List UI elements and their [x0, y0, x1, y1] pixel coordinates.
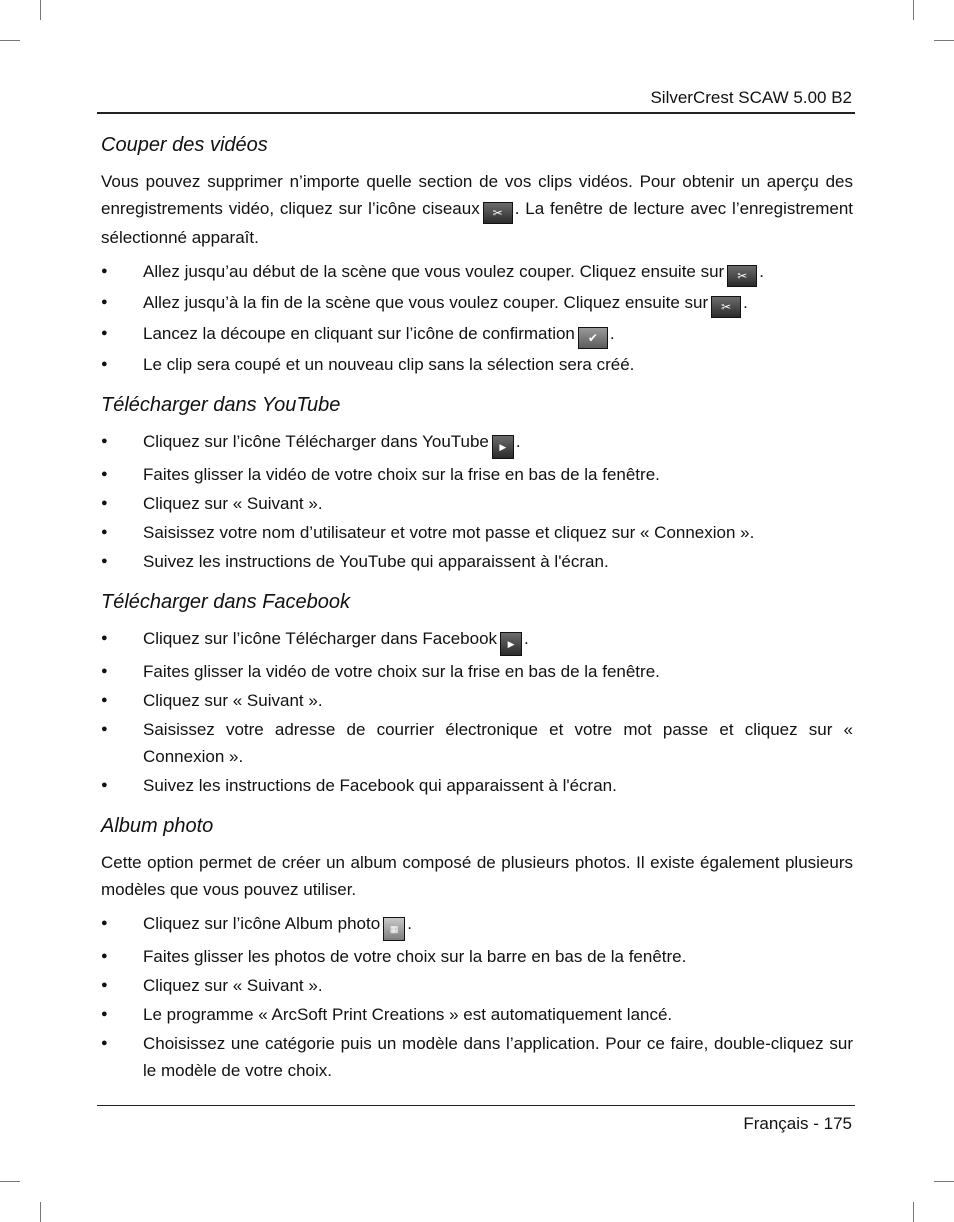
crop-mark	[934, 1181, 954, 1182]
list-item: ● Saisissez votre adresse de courrier électronique et votre mot passe et cliquez sur « Connexion ».	[101, 716, 853, 770]
list-item: ● Allez jusqu’à la fin de la scène que vous voulez couper. Cliquez ensuite sur ✂ .	[101, 289, 853, 318]
list-item: ● Choisissez une catégorie puis un modèle dans l’application. Pour ce faire, double-cliquez sur le modèle de votre choix.	[101, 1030, 853, 1084]
section-title-cut: Couper des vidéos	[101, 134, 268, 156]
scissors-icon: ✂	[483, 202, 513, 224]
list-item: ● Faites glisser les photos de votre choix sur la barre en bas de la fenêtre.	[101, 943, 853, 970]
list-item: ● Allez jusqu’au début de la scène que vous voulez couper. Cliquez ensuite sur ✂ .	[101, 258, 853, 287]
cut-intro: Vous pouvez supprimer n’importe quelle section de vos clips vidéos. Pour obtenir un aperçu des enregistrements vidéo, cliquez sur l’icône ciseaux ✂ . La fenêtre de lecture avec l’enregistrement sélectionné apparaît.	[101, 172, 853, 247]
album-intro: Cette option permet de créer un album composé de plusieurs photos. Il existe également plusieurs modèles que vous pouvez utiliser.	[101, 853, 853, 899]
crop-mark	[913, 1202, 914, 1222]
list-item: ● Saisissez votre nom d’utilisateur et votre mot passe et cliquez sur « Connexion ».	[101, 519, 853, 546]
page-number: Français - 175	[743, 1114, 852, 1133]
list-item: ● Le clip sera coupé et un nouveau clip sans la sélection sera créé.	[101, 351, 853, 378]
crop-mark	[40, 1202, 41, 1222]
list-item: ● Faites glisser la vidéo de votre choix sur la frise en bas de la fenêtre.	[101, 461, 853, 488]
youtube-list	[101, 428, 853, 575]
list-item: ● Suivez les instructions de YouTube qui apparaissent à l'écran.	[101, 548, 853, 575]
mark-start-icon: ✂	[727, 265, 757, 287]
mark-end-icon: ✂	[711, 296, 741, 318]
youtube-upload-icon: ▶	[492, 435, 514, 459]
header-title: SilverCrest SCAW 5.00 B2	[650, 88, 852, 107]
list-item: ● Faites glisser la vidéo de votre choix sur la frise en bas de la fenêtre.	[101, 658, 853, 685]
section-title-facebook: Télécharger dans Facebook	[101, 591, 351, 613]
list-item: ● Le programme « ArcSoft Print Creations » est automatiquement lancé.	[101, 1001, 853, 1028]
list-item: ● Lancez la découpe en cliquant sur l’icône de confirmation ✔ .	[101, 320, 853, 349]
photo-album-icon: ▦	[383, 917, 405, 941]
header-rule	[97, 112, 855, 114]
list-item: ● Cliquez sur « Suivant ».	[101, 972, 853, 999]
list-item: ● Cliquez sur « Suivant ».	[101, 490, 853, 517]
checkmark-icon: ✔	[578, 327, 608, 349]
crop-mark	[0, 40, 20, 41]
footer-rule	[97, 1105, 855, 1106]
list-item: ● Cliquez sur l’icône Album photo ▦ .	[101, 910, 853, 941]
album-list	[101, 910, 853, 1084]
list-item: ● Cliquez sur « Suivant ».	[101, 687, 853, 714]
page-content	[101, 132, 853, 1092]
facebook-list	[101, 625, 853, 799]
list-item: ● Cliquez sur l’icône Télécharger dans Facebook ▶ .	[101, 625, 853, 656]
list-item: ● Cliquez sur l’icône Télécharger dans YouTube ▶ .	[101, 428, 853, 459]
crop-mark	[934, 40, 954, 41]
crop-mark	[913, 0, 914, 20]
section-title-youtube: Télécharger dans YouTube	[101, 394, 341, 416]
cut-list	[101, 258, 853, 378]
section-title-album: Album photo	[101, 815, 214, 837]
facebook-upload-icon: ▶	[500, 632, 522, 656]
crop-mark	[40, 0, 41, 20]
crop-mark	[0, 1181, 20, 1182]
list-item: ● Suivez les instructions de Facebook qui apparaissent à l'écran.	[101, 772, 853, 799]
